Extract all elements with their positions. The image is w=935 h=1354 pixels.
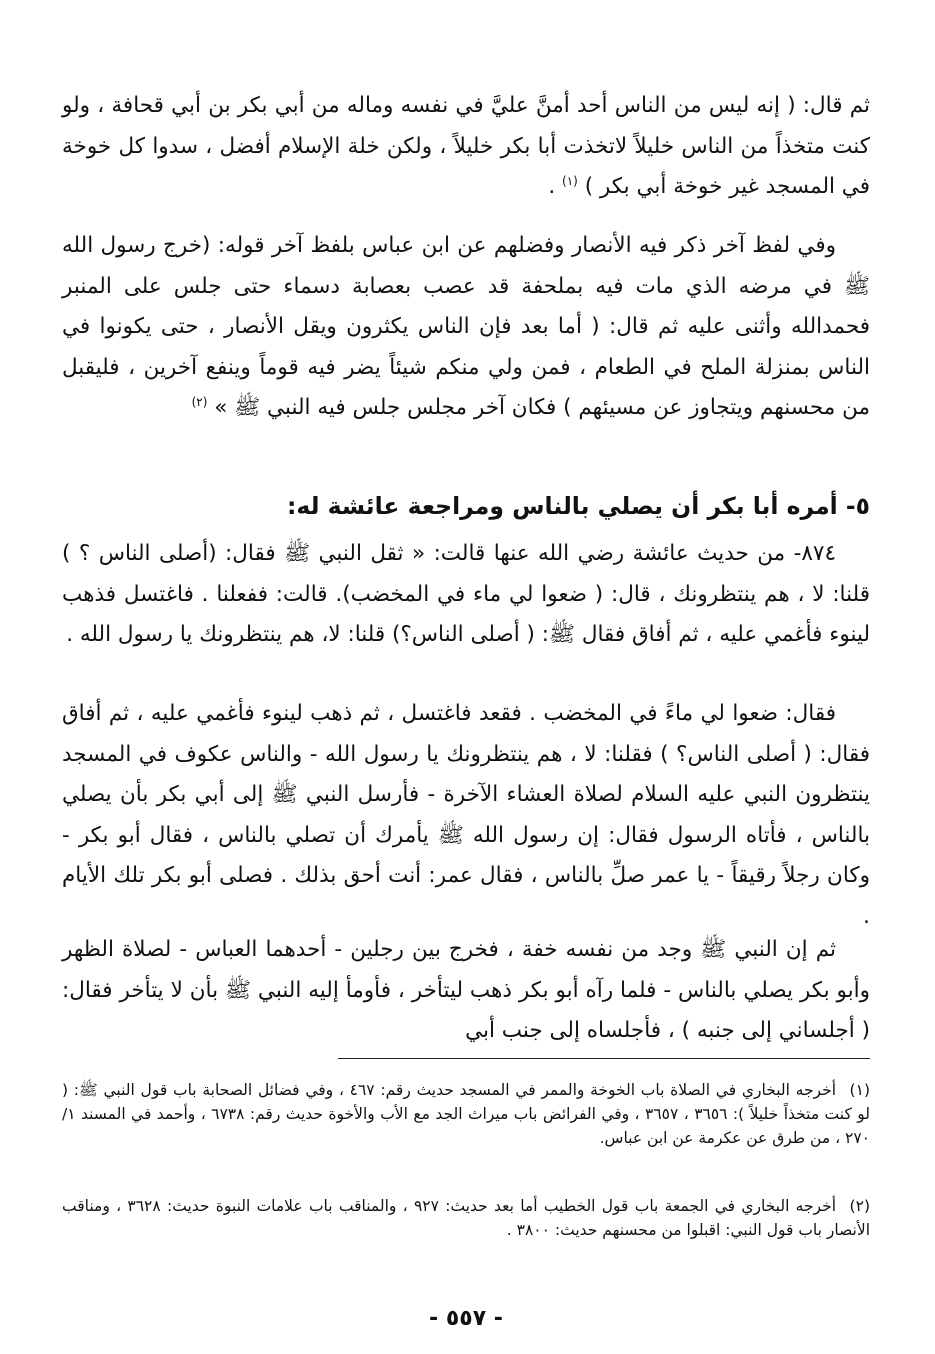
- paragraph-text: ثم قال: ( إنه ليس من الناس أحد أمنَّ عليَّ في نفسه وماله من أبي بكر بن أبي قحافة ، ولو كنت متخذاً من الناس خليلاً لاتخذت أبا بكر خليلاً ، ولكن خلة الإسلام أفضل ، سدوا كل خوخة في المسجد غير خوخة أبي بكر ): [62, 93, 870, 199]
- paragraph-text: وفي لفظ آخر ذكر فيه الأنصار وفضلهم عن ابن عباس بلفظ آخر قوله: (خرج رسول الله ﷺ في مرضه الذي مات فيه بملحفة قد عصب بعصابة دسماء حتى جلس على المنبر فحمدالله وأثنى عليه ثم قال: ( أما بعد فإن الناس يكثرون ويقل الأنصار ، حتى يكونوا في الناس بمنزلة الملح في الطعام ، فمن ولي منكم شيئاً يضر فيه قوماً وينفع آخرين ، فليقبل من محسنهم ويتجاوز عن مسيئهم ) فكان آخر مجلس جلس فيه النبي ﷺ »: [62, 233, 870, 420]
- footnote-1: [62, 1078, 870, 1150]
- footnote-ref-2[interactable]: (٢): [191, 394, 208, 409]
- footnote-ref-1[interactable]: (١): [562, 173, 578, 188]
- footnote-text: أخرجه البخاري في الجمعة باب قول الخطيب أما بعد حديث: ٩٢٧ ، والمناقب باب علامات النبوة حديث: ٣٦٢٨ ، ومناقب الأنصار باب قول النبي: اقبلوا من محسنهم حديث: ٣٨٠٠ .: [62, 1197, 870, 1239]
- paragraph-text: ثم إن النبي ﷺ وجد من نفسه خفة ، فخرج بين رجلين - أحدهما العباس - لصلاة الظهر وأبو بكر يصلي بالناس - فلما رآه أبو بكر ذهب ليتأخر ، فأومأ إليه النبي ﷺ بأن لا يتأخر فقال: ( أجلساني إلى جنبه ) ، فأجلساه إلى جنب أبي: [62, 937, 870, 1043]
- paragraph-hadith-874: [62, 534, 870, 656]
- footnote-divider: [338, 1058, 870, 1059]
- footnote-2: [62, 1194, 870, 1242]
- footnote-number: (١): [849, 1081, 870, 1099]
- paragraph-prophet-returns: [62, 930, 870, 1052]
- paragraph-hadith-khawkha: [62, 86, 870, 208]
- book-page: [62, 86, 870, 1331]
- paragraph-end-mark: .: [548, 174, 556, 199]
- page-number: - ٥٥٧ -: [429, 1306, 503, 1331]
- paragraph-text: ٨٧٤- من حديث عائشة رضي الله عنها قالت: « ثقل النبي ﷺ فقال: (أصلى الناس ؟ ) قلنا: لا ، هم ينتظرونك ، قال: ( ضعوا لي ماء في المخضب). قالت: ففعلنا . فاغتسل فذهب لينوء فأغمي عليه ، ثم أفاق فقال ﷺ: ( أصلى الناس؟) قلنا: لا، هم ينتظرونك يا رسول الله .: [62, 541, 870, 647]
- paragraph-text: فقال: ضعوا لي ماءً في المخضب . فقعد فاغتسل ، ثم ذهب لينوء فأغمي عليه ، ثم أفاق فقال: ( أصلى الناس؟ ) فقلنا: لا ، هم ينتظرونك يا رسول الله - والناس عكوف في المسجد ينتظرون النبي عليه السلام لصلاة العشاء الآخرة - فأرسل النبي ﷺ إلى أبي بكر بأن يصلي بالناس ، فأتاه الرسول فقال: إن رسول الله ﷺ يأمرك أن تصلي بالناس ، فقال أبو بكر - وكان رجلاً رقيقاً - يا عمر صلِّ بالناس ، فقال عمر: أنت أحق بذلك . فصلى أبو بكر تلك الأيام .: [62, 701, 870, 929]
- paragraph-ansar-narration: [62, 226, 870, 429]
- section-heading: ٥- أمره أبا بكر أن يصلي بالناس ومراجعة عائشة له:: [286, 492, 870, 520]
- footnote-number: (٢): [849, 1197, 870, 1215]
- paragraph-abu-bakr-leads: [62, 694, 870, 937]
- footnote-text: أخرجه البخاري في الصلاة باب الخوخة والممر في المسجد حديث رقم: ٤٦٧ ، وفي فضائل الصحابة باب قول النبي ﷺ: ( لو كنت متخذاً خليلاً ): ٣٦٥٦ ، ٣٦٥٧ ، وفي الفرائض باب ميراث الجد مع الأب والأخوة حديث رقم: ٦٧٣٨ ، وأحمد في المسند ١/ ٢٧٠ ، من طرق عن عكرمة عن ابن عباس.: [62, 1081, 870, 1147]
